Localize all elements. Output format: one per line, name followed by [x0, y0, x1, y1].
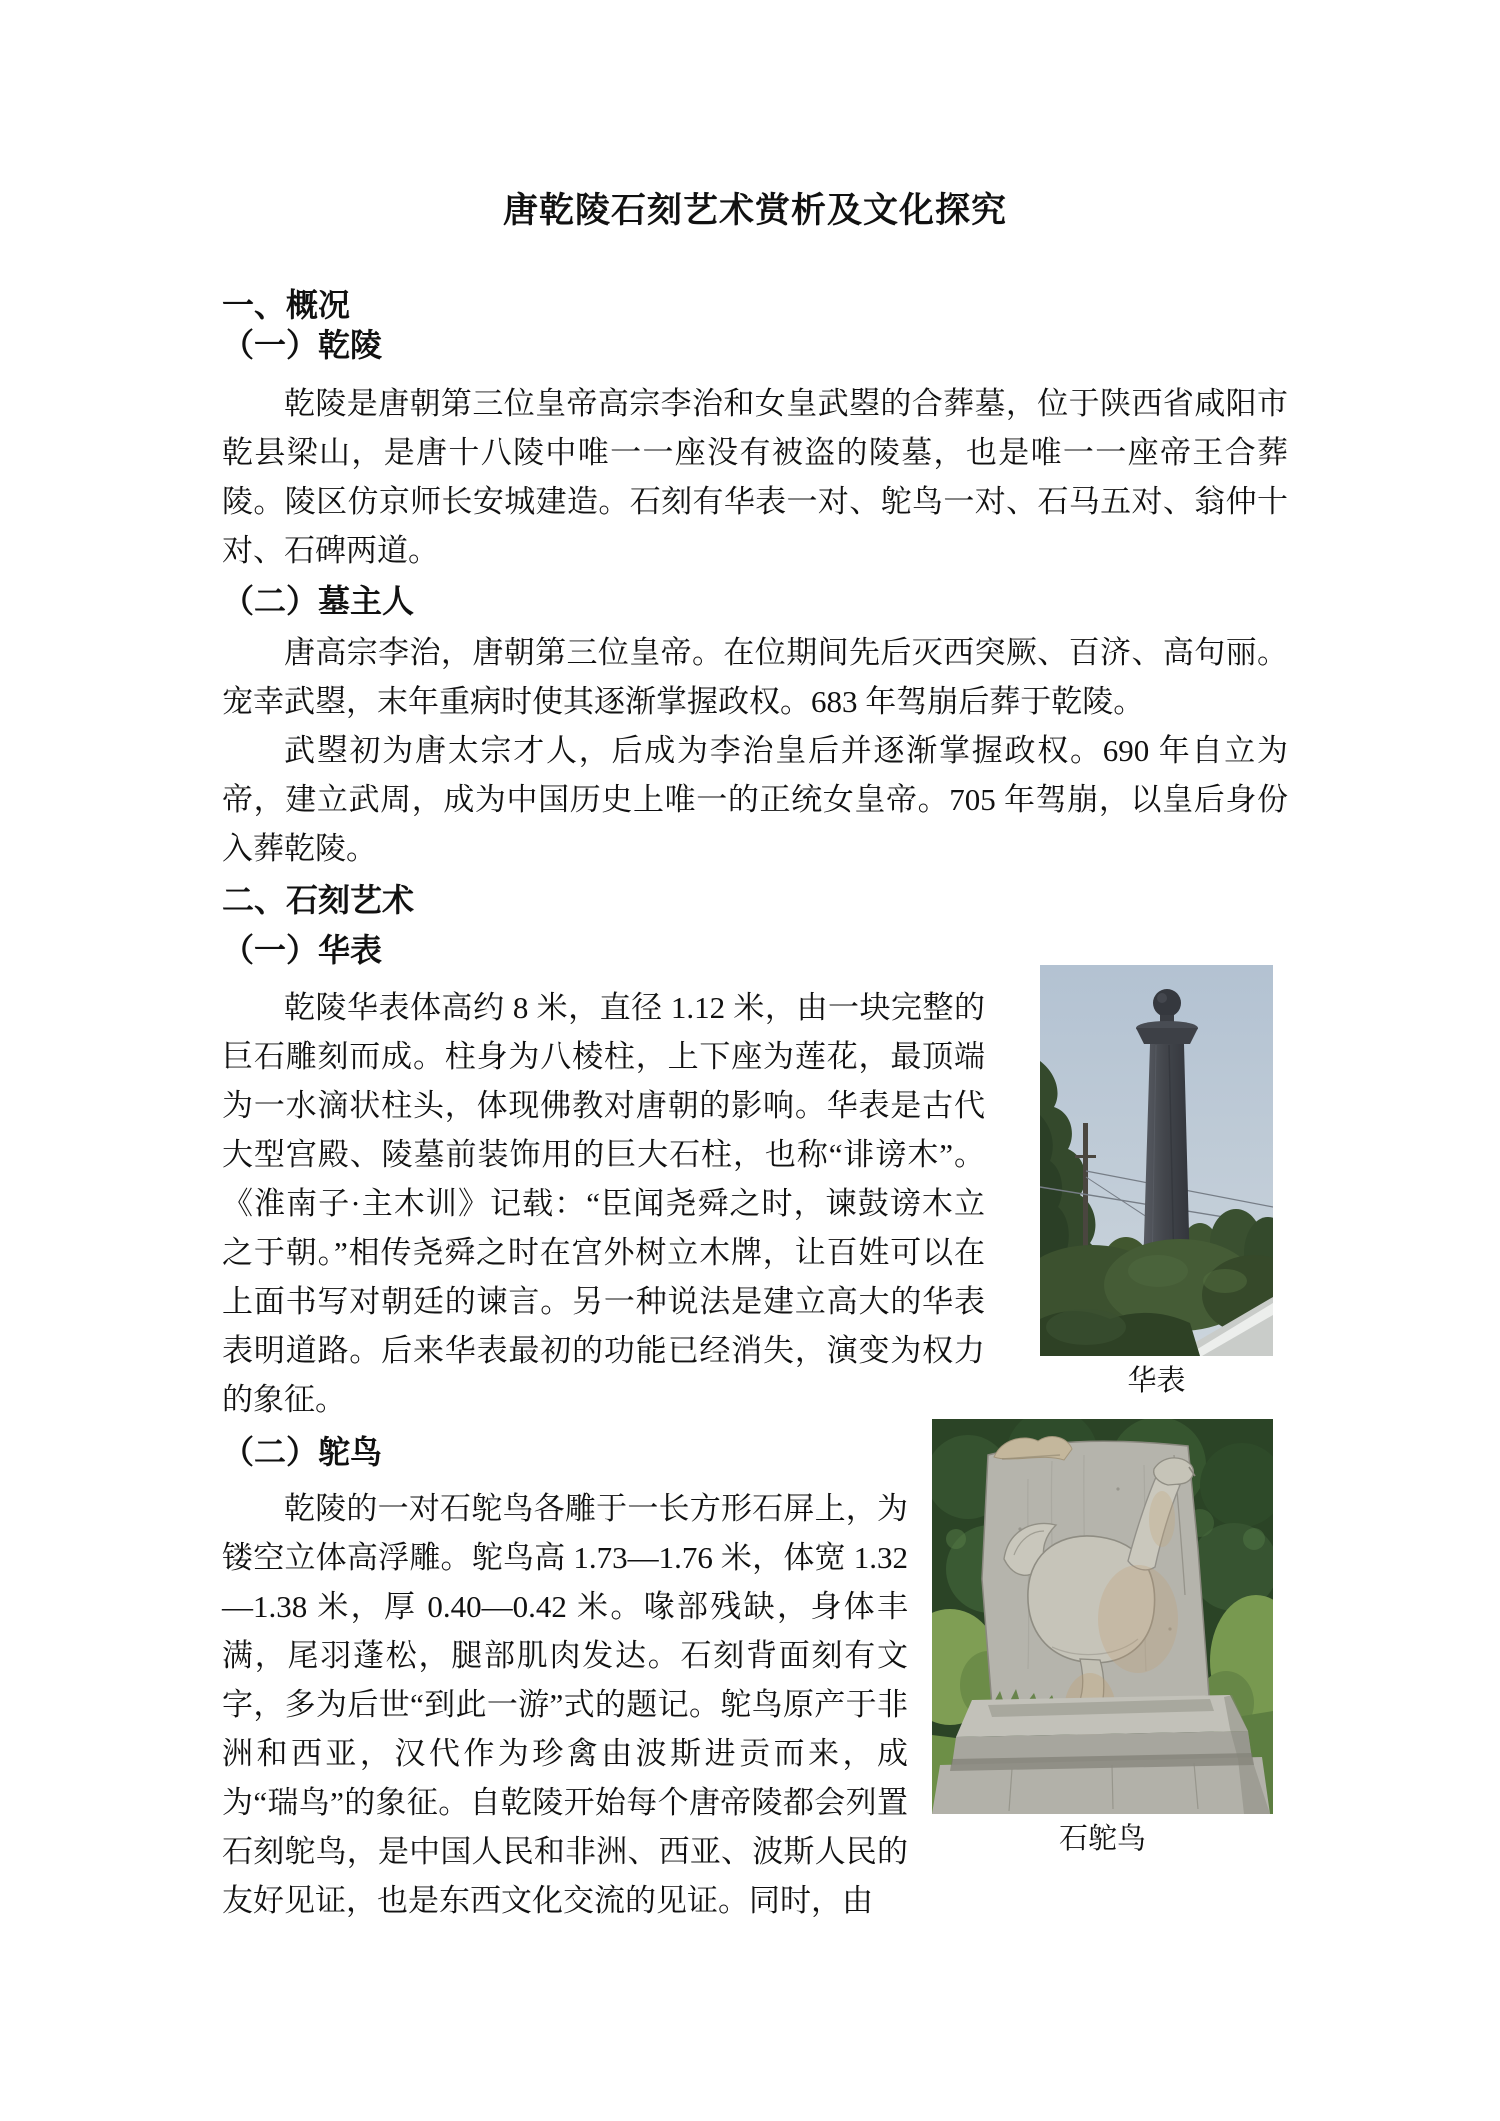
figure-huabiao	[1040, 965, 1273, 1399]
huabiao-photo	[1040, 965, 1273, 1356]
pedestal	[932, 1695, 1270, 1814]
paragraph-huabiao: 乾陵华表体高约 8 米，直径 1.12 米，由一块完整的巨石雕刻而成。柱身为八棱柱，上下座为莲花，最顶端为一水滴状柱头，体现佛教对唐朝的影响。华表是古代大型宫殿、陵墓前装饰用的巨大石柱，也称“诽谤木”。《淮南子·主木训》记载：“臣闻尧舜之时，谏鼓谤木立之于朝。”相传尧舜之时在宫外树立木牌，让百姓可以在上面书写对朝廷的谏言。另一种说法是建立高大的华表表明道路。后来华表最初的功能已经消失，演变为权力的象征。	[222, 990, 985, 1417]
page-title: 唐乾陵石刻艺术赏析及文化探究	[502, 191, 1007, 230]
heading-ostrich: （二）鸵鸟	[222, 1434, 383, 1470]
figure-stone-ostrich	[932, 1419, 1273, 1857]
heading-qianling: （一）乾陵	[222, 327, 383, 363]
heading-huabiao: （一）华表	[222, 932, 383, 968]
heading-stone-art: 二、石刻艺术	[222, 882, 415, 918]
paragraph-qianling: 乾陵是唐朝第三位皇帝高宗李治和女皇武曌的合葬墓，位于陕西省咸阳市乾县梁山，是唐十八陵中唯一一座没有被盗的陵墓，也是唯一一座帝王合葬陵。陵区仿京师长安城建造。石刻有华表一对、鸵鸟一对、石马五对、翁仲十对、石碑两道。	[222, 386, 1288, 568]
paragraph-gaozong: 唐高宗李治，唐朝第三位皇帝。在位期间先后灭西突厥、百济、高句丽。宠幸武曌，末年重病时使其逐渐掌握政权。683 年驾崩后葬于乾陵。	[222, 635, 1288, 719]
heading-overview: 一、概况	[222, 287, 351, 323]
stone-ostrich-caption: 石鸵鸟	[1058, 1823, 1146, 1855]
huabiao-caption: 华表	[1127, 1365, 1186, 1397]
stone-ostrich-photo	[932, 1419, 1273, 1814]
paragraph-wuzhao: 武曌初为唐太宗才人，后成为李治皇后并逐渐掌握政权。690 年自立为帝，建立武周，成为中国历史上唯一的正统女皇帝。705 年驾崩，以皇后身份入葬乾陵。	[222, 733, 1288, 866]
heading-tomb-owners: （二）墓主人	[222, 583, 415, 619]
paragraph-ostrich: 乾陵的一对石鸵鸟各雕于一长方形石屏上，为镂空立体高浮雕。鸵鸟高 1.73—1.76 米，体宽 1.32—1.38 米，厚 0.40—0.42 米。喙部残缺，身体丰满，尾羽蓬松，腿部肌肉发达。石刻背面刻有文字，多为后世“到此一游”式的题记。鸵鸟原产于非洲和西亚，汉代作为珍禽由波斯进贡而来，成为“瑞鸟”的象征。自乾陵开始每个唐帝陵都会列置石刻鸵鸟，是中国人民和非洲、西亚、波斯人民的友好见证，也是东西文化交流的见证。同时，由	[222, 1491, 908, 1918]
